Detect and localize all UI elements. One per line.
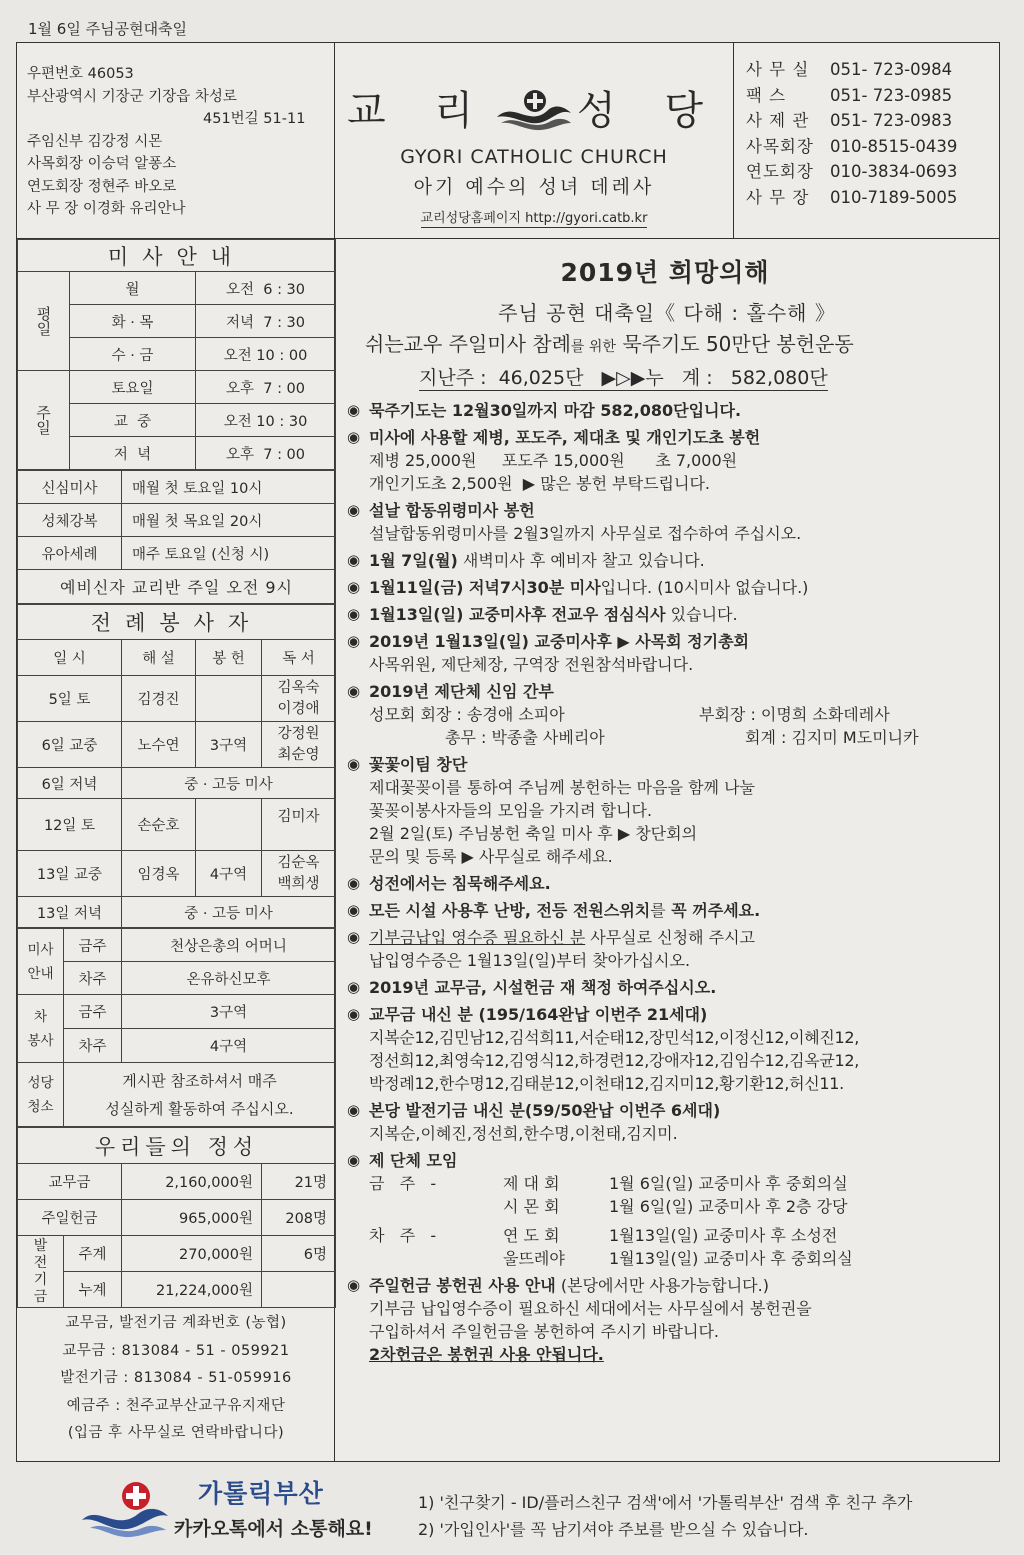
phone-list bbox=[733, 43, 999, 239]
offering-name: 누계 bbox=[64, 1272, 122, 1308]
offering-count: 208명 bbox=[262, 1200, 336, 1236]
mass-guide-group: 천상은총의 어머니 bbox=[122, 929, 336, 962]
special-mass-time: 매월 첫 목요일 20시 bbox=[122, 504, 336, 537]
weekday-day: 수 · 금 bbox=[70, 338, 196, 371]
liturgy-servers-table bbox=[17, 604, 336, 928]
parking-group: 4구역 bbox=[122, 1029, 336, 1063]
weekday-day: 화 · 목 bbox=[70, 305, 196, 338]
bullet-icon: ◉ bbox=[347, 1005, 361, 1023]
funeral-association-chair: 연도회장 정현주 바오로 bbox=[27, 178, 177, 195]
weekday-time: 오전 6 : 30 bbox=[196, 272, 336, 305]
development-fund-label: 발 전 기 금 bbox=[18, 1236, 64, 1308]
pastoral-council-chair: 사목회장 이승덕 알퐁소 bbox=[27, 156, 177, 172]
church-logo-icon bbox=[495, 83, 573, 133]
bullet-icon: ◉ bbox=[347, 1151, 361, 1169]
footer-brand: 가톨릭부산 bbox=[198, 1479, 324, 1508]
sunday-day: 교 중 bbox=[70, 404, 196, 437]
notice-item: ◉ 본당 발전기금 내신 분(59/50완납 이번주 6세대) 지복순,이혜진,정선희,한수명,이천태,김지미. bbox=[347, 1101, 721, 1143]
notice-item: ◉ 기부금납입 영수증 필요하신 분 사무실로 신청해 주시고 납입영수증은 1월13일(일)부터 찾아가십시오. bbox=[347, 928, 756, 970]
main-column bbox=[335, 239, 999, 1461]
notice-item: ◉ 제 단체 모임 금 주 - 제 대 회 1월 6일(일) 교중미사 후 중회의실 시 몬 회 1월 6일(일) 교중미사 후 2층 강당 차 주 - 연 도 회 1월13일(일) 교중미사 후 소성전 울뜨레야 1월13일(일) 교중미사 후 중회의실 bbox=[347, 1151, 853, 1268]
server-offering bbox=[196, 799, 262, 851]
notice-item: ◉ 미사에 사용할 제병, 포도주, 제대초 및 개인기도초 봉헌 제병 25,000원 포도주 15,000원 초 7,000원 개인기도초 2,500원 ▶ 많은 봉헌 부탁드립니다. bbox=[347, 428, 761, 493]
offering-amount: 270,000원 bbox=[122, 1236, 262, 1272]
bullet-icon: ◉ bbox=[347, 901, 361, 919]
special-mass-table bbox=[17, 470, 336, 604]
cleaning-label: 성당 청소 bbox=[18, 1063, 64, 1127]
date-line: 1월 6일 주님공현대축일 bbox=[28, 20, 188, 38]
bullet-icon: ◉ bbox=[347, 755, 361, 773]
address-block bbox=[17, 43, 335, 239]
bullet-icon: ◉ bbox=[347, 1101, 361, 1119]
bullet-icon: ◉ bbox=[347, 551, 361, 569]
duty-week: 차주 bbox=[64, 1029, 122, 1063]
bullet-icon: ◉ bbox=[347, 1276, 361, 1294]
offering-name: 주계 bbox=[64, 1236, 122, 1272]
sunday-label: 주일 bbox=[18, 371, 70, 470]
notice-list bbox=[347, 399, 997, 1366]
server-offering bbox=[196, 676, 262, 722]
kakao-footer bbox=[0, 1462, 1024, 1555]
server-offering: 3구역 bbox=[196, 722, 262, 768]
feast-subtitle: 주님 공현 대축일《 다해 : 홀수해 》 bbox=[498, 301, 836, 325]
offering-count: 6명 bbox=[262, 1236, 336, 1272]
notice-item: ◉ 1월 7일(월) 새벽미사 후 예비자 찰고 있습니다. bbox=[347, 551, 705, 570]
church-name-left: 교 리 bbox=[347, 88, 491, 134]
footer-tagline: 카카오톡에서 소통해요! bbox=[174, 1518, 373, 1540]
bullet-icon: ◉ bbox=[347, 401, 361, 419]
footer-note-1: 1) '친구찾기 - ID/플러스친구 검색'에서 '가톨릭부산' 검색 후 친구 추가 bbox=[418, 1493, 913, 1512]
phone-council-chair: 사목회장 010-8515-0439 bbox=[746, 136, 958, 156]
server-date: 13일 저녁 bbox=[18, 897, 122, 928]
offering-title: 우리들의 정성 bbox=[18, 1128, 336, 1164]
catechumen-class: 예비신자 교리반 주일 오전 9시 bbox=[18, 570, 336, 604]
notice-item: ◉ 1월13일(일) 교중미사후 전교우 점심식사 있습니다. bbox=[347, 605, 738, 624]
duty-week: 금주 bbox=[64, 929, 122, 962]
bullet-icon: ◉ bbox=[347, 978, 361, 996]
bullet-icon: ◉ bbox=[347, 682, 361, 700]
server-youth-mass: 중 · 고등 미사 bbox=[122, 768, 336, 799]
server-youth-mass: 중 · 고등 미사 bbox=[122, 897, 336, 928]
offering-amount: 965,000원 bbox=[122, 1200, 262, 1236]
special-mass-time: 매주 토요일 (신청 시) bbox=[122, 537, 336, 570]
address-line-2: 451번길 51-11 bbox=[203, 111, 306, 127]
church-english-name: GYORI CATHOLIC CHURCH bbox=[400, 146, 668, 168]
notice-item: ◉ 성전에서는 침묵해주세요. bbox=[347, 874, 551, 893]
server-commentary: 손순호 bbox=[122, 799, 196, 851]
account-heading: 교무금, 발전기금 계좌번호 (농협) bbox=[65, 1315, 287, 1331]
weekday-day: 월 bbox=[70, 272, 196, 305]
mass-schedule-title: 미사안내 bbox=[18, 240, 336, 272]
notice-item: ◉ 주일헌금 봉헌권 사용 안내 (본당에서만 사용가능합니다.) 기부금 납입영수증이 필요하신 세대에서는 사무실에서 봉헌권을 구입하셔서 주일헌금을 봉헌하여 주시기 바랍니다. 2차헌금은 봉헌권 사용 안됩니다. bbox=[347, 1276, 812, 1364]
server-reading: 강정원 최순영 bbox=[262, 722, 336, 768]
weekday-label: 평일 bbox=[18, 272, 70, 371]
header-reading: 독 서 bbox=[262, 640, 336, 676]
server-reading: 김순옥 백희생 bbox=[262, 851, 336, 897]
offering-count: 21명 bbox=[262, 1164, 336, 1200]
duty-table bbox=[17, 928, 336, 1127]
offering-amount: 21,224,000원 bbox=[122, 1272, 262, 1308]
rosary-campaign: 쉬는교우 주일미사 참례를 위한 묵주기도 50만단 봉헌운동 bbox=[365, 332, 854, 356]
bullet-icon: ◉ bbox=[347, 578, 361, 596]
postal-code: 우편번호 46053 bbox=[27, 66, 134, 82]
bulletin-frame bbox=[16, 42, 1000, 1462]
notice-item: ◉ 2019년 교무금, 시설헌금 재 책정 하여주십시오. bbox=[347, 978, 717, 997]
mass-guide-group: 온유하신모후 bbox=[122, 962, 336, 995]
bank-accounts bbox=[17, 1308, 335, 1448]
offering-amount: 2,160,000원 bbox=[122, 1164, 262, 1200]
header-offering: 봉 헌 bbox=[196, 640, 262, 676]
catholic-busan-logo-icon bbox=[80, 1478, 170, 1540]
parking-label: 차 봉사 bbox=[18, 995, 64, 1063]
phone-office-manager: 사 무 장 010-7189-5005 bbox=[746, 187, 958, 207]
notice-item: ◉ 모든 시설 사용후 난방, 전등 전원스위치를 꼭 꺼주세요. bbox=[347, 901, 761, 920]
sunday-time: 오후 7 : 00 bbox=[196, 371, 336, 404]
server-date: 6일 저녁 bbox=[18, 768, 122, 799]
weekday-time: 저녁 7 : 30 bbox=[196, 305, 336, 338]
account-holder: 예금주 : 천주교부산교구유지재단 bbox=[66, 1397, 286, 1414]
header-date: 일 시 bbox=[18, 640, 122, 676]
server-date: 13일 교중 bbox=[18, 851, 122, 897]
phone-fax: 팩 스 051- 723-0985 bbox=[746, 85, 953, 105]
server-offering: 4구역 bbox=[196, 851, 262, 897]
phone-office: 사 무 실 051- 723-0984 bbox=[746, 60, 953, 79]
rosary-tally: 지난주 : 46,025단 ▶▷▶누 계 : 582,080단 bbox=[419, 367, 828, 389]
offering-table bbox=[17, 1127, 336, 1308]
server-date: 12일 토 bbox=[18, 799, 122, 851]
offering-name: 주일헌금 bbox=[18, 1200, 122, 1236]
sunday-time: 오전 10 : 30 bbox=[196, 404, 336, 437]
cleaning-notice: 게시판 참조하셔서 매주 성실하게 활동하여 주십시오. bbox=[64, 1063, 336, 1127]
account-parish-dues: 교무금 : 813084 - 51 - 059921 bbox=[62, 1342, 290, 1359]
notice-item: ◉ 교무금 내신 분 (195/164완납 이번주 21세대) 지복순12,김민남12,김석희11,서순태12,장민석12,이정신12,이혜진12, 정선희12,최영숙12,김영식12,하경련12,강애자12,김임수12,김옥균12, 박정례12,한수명12,김태분12,이천태12,김지미12,황기환12,허신11. bbox=[347, 1005, 860, 1093]
left-column bbox=[17, 239, 335, 1461]
special-mass-name: 유아세례 bbox=[18, 537, 122, 570]
notice-item: ◉ 2019년 제단체 신임 간부 성모회 회장 : 송경애 소피아 부회장 : 이명희 소화데레사 총무 : 박종출 사베리아 회계 : 김지미 M도미니카 bbox=[347, 682, 919, 747]
notice-item: ◉ 꽃꽃이팀 창단 제대꽃꽂이를 통하여 주님께 봉헌하는 마음을 함께 나눌 꽃꽂이봉사자들의 모임을 가지려 합니다. 2월 2일(토) 주님봉헌 축일 미사 후 ▶ 창단회의 문의 및 등록 ▶ 사무실로 해주세요. bbox=[347, 755, 756, 866]
notice-item: ◉ 1월11일(금) 저녁7시30분 미사입니다. (10시미사 없습니다.) bbox=[347, 578, 809, 597]
address-line-1: 부산광역시 기장군 기장읍 차성로 bbox=[27, 88, 237, 105]
special-mass-name: 성체강복 bbox=[18, 504, 122, 537]
notice-item: ◉ 설날 합동위령미사 봉헌 설날합동위령미사를 2월3일까지 사무실로 접수하여 주십시오. bbox=[347, 501, 802, 543]
sunday-day: 토요일 bbox=[70, 371, 196, 404]
servers-title: 전례봉사자 bbox=[18, 605, 336, 640]
footer-note-2: 2) '가입인사'를 꼭 남기셔야 주보를 받으실 수 있습니다. bbox=[418, 1520, 809, 1539]
server-reading: 김옥숙 이경애 bbox=[262, 676, 336, 722]
mass-guide-label: 미사 안내 bbox=[18, 929, 64, 995]
sunday-time: 오후 7 : 00 bbox=[196, 437, 336, 470]
church-name-right: 성 당 bbox=[577, 88, 721, 134]
server-commentary: 노수연 bbox=[122, 722, 196, 768]
account-note: (입금 후 사무실로 연락바랍니다) bbox=[67, 1425, 285, 1441]
server-date: 6일 교중 bbox=[18, 722, 122, 768]
offering-name: 교무금 bbox=[18, 1164, 122, 1200]
office-manager: 사 무 장 이경화 유리안나 bbox=[27, 201, 186, 217]
special-mass-time: 매월 첫 토요일 10시 bbox=[122, 471, 336, 504]
bullet-icon: ◉ bbox=[347, 632, 361, 650]
bullet-icon: ◉ bbox=[347, 928, 361, 946]
parking-group: 3구역 bbox=[122, 995, 336, 1029]
server-reading: 김미자 bbox=[262, 799, 336, 851]
sunday-day: 저 녁 bbox=[70, 437, 196, 470]
weekday-time: 오전 10 : 00 bbox=[196, 338, 336, 371]
bullet-icon: ◉ bbox=[347, 501, 361, 519]
bullet-icon: ◉ bbox=[347, 428, 361, 446]
duty-week: 금주 bbox=[64, 995, 122, 1029]
account-development-fund: 발전기금 : 813084 - 51-059916 bbox=[60, 1370, 292, 1386]
phone-rectory: 사 제 관 051- 723-0983 bbox=[746, 111, 953, 130]
server-date: 5일 토 bbox=[18, 676, 122, 722]
header-commentary: 해 설 bbox=[122, 640, 196, 676]
notice-item: ◉ 2019년 1월13일(일) 교중미사후 ▶ 사목회 정기총회 사목위원, 제단체장, 구역장 전원참석바랍니다. bbox=[347, 632, 750, 674]
year-theme-title: 2019년 희망의해 bbox=[560, 258, 770, 287]
duty-week: 차주 bbox=[64, 962, 122, 995]
church-name bbox=[335, 79, 733, 136]
mass-schedule-table bbox=[17, 239, 336, 470]
server-commentary: 김경진 bbox=[122, 676, 196, 722]
server-commentary: 임경옥 bbox=[122, 851, 196, 897]
church-header bbox=[335, 43, 733, 239]
bullet-icon: ◉ bbox=[347, 605, 361, 623]
homepage-link[interactable]: 교리성당홈페이지 http://gyori.catb.kr bbox=[421, 207, 648, 228]
special-mass-name: 신심미사 bbox=[18, 471, 122, 504]
pastor: 주임신부 김강정 시몬 bbox=[27, 133, 163, 150]
offering-count bbox=[262, 1272, 336, 1308]
phone-funeral-chair: 연도회장 010-3834-0693 bbox=[746, 162, 958, 181]
church-patron: 아기 예수의 성녀 데레사 bbox=[413, 176, 655, 198]
bullet-icon: ◉ bbox=[347, 874, 361, 892]
notice-item: ◉ 묵주기도는 12월30일까지 마감 582,080단입니다. bbox=[347, 401, 742, 420]
